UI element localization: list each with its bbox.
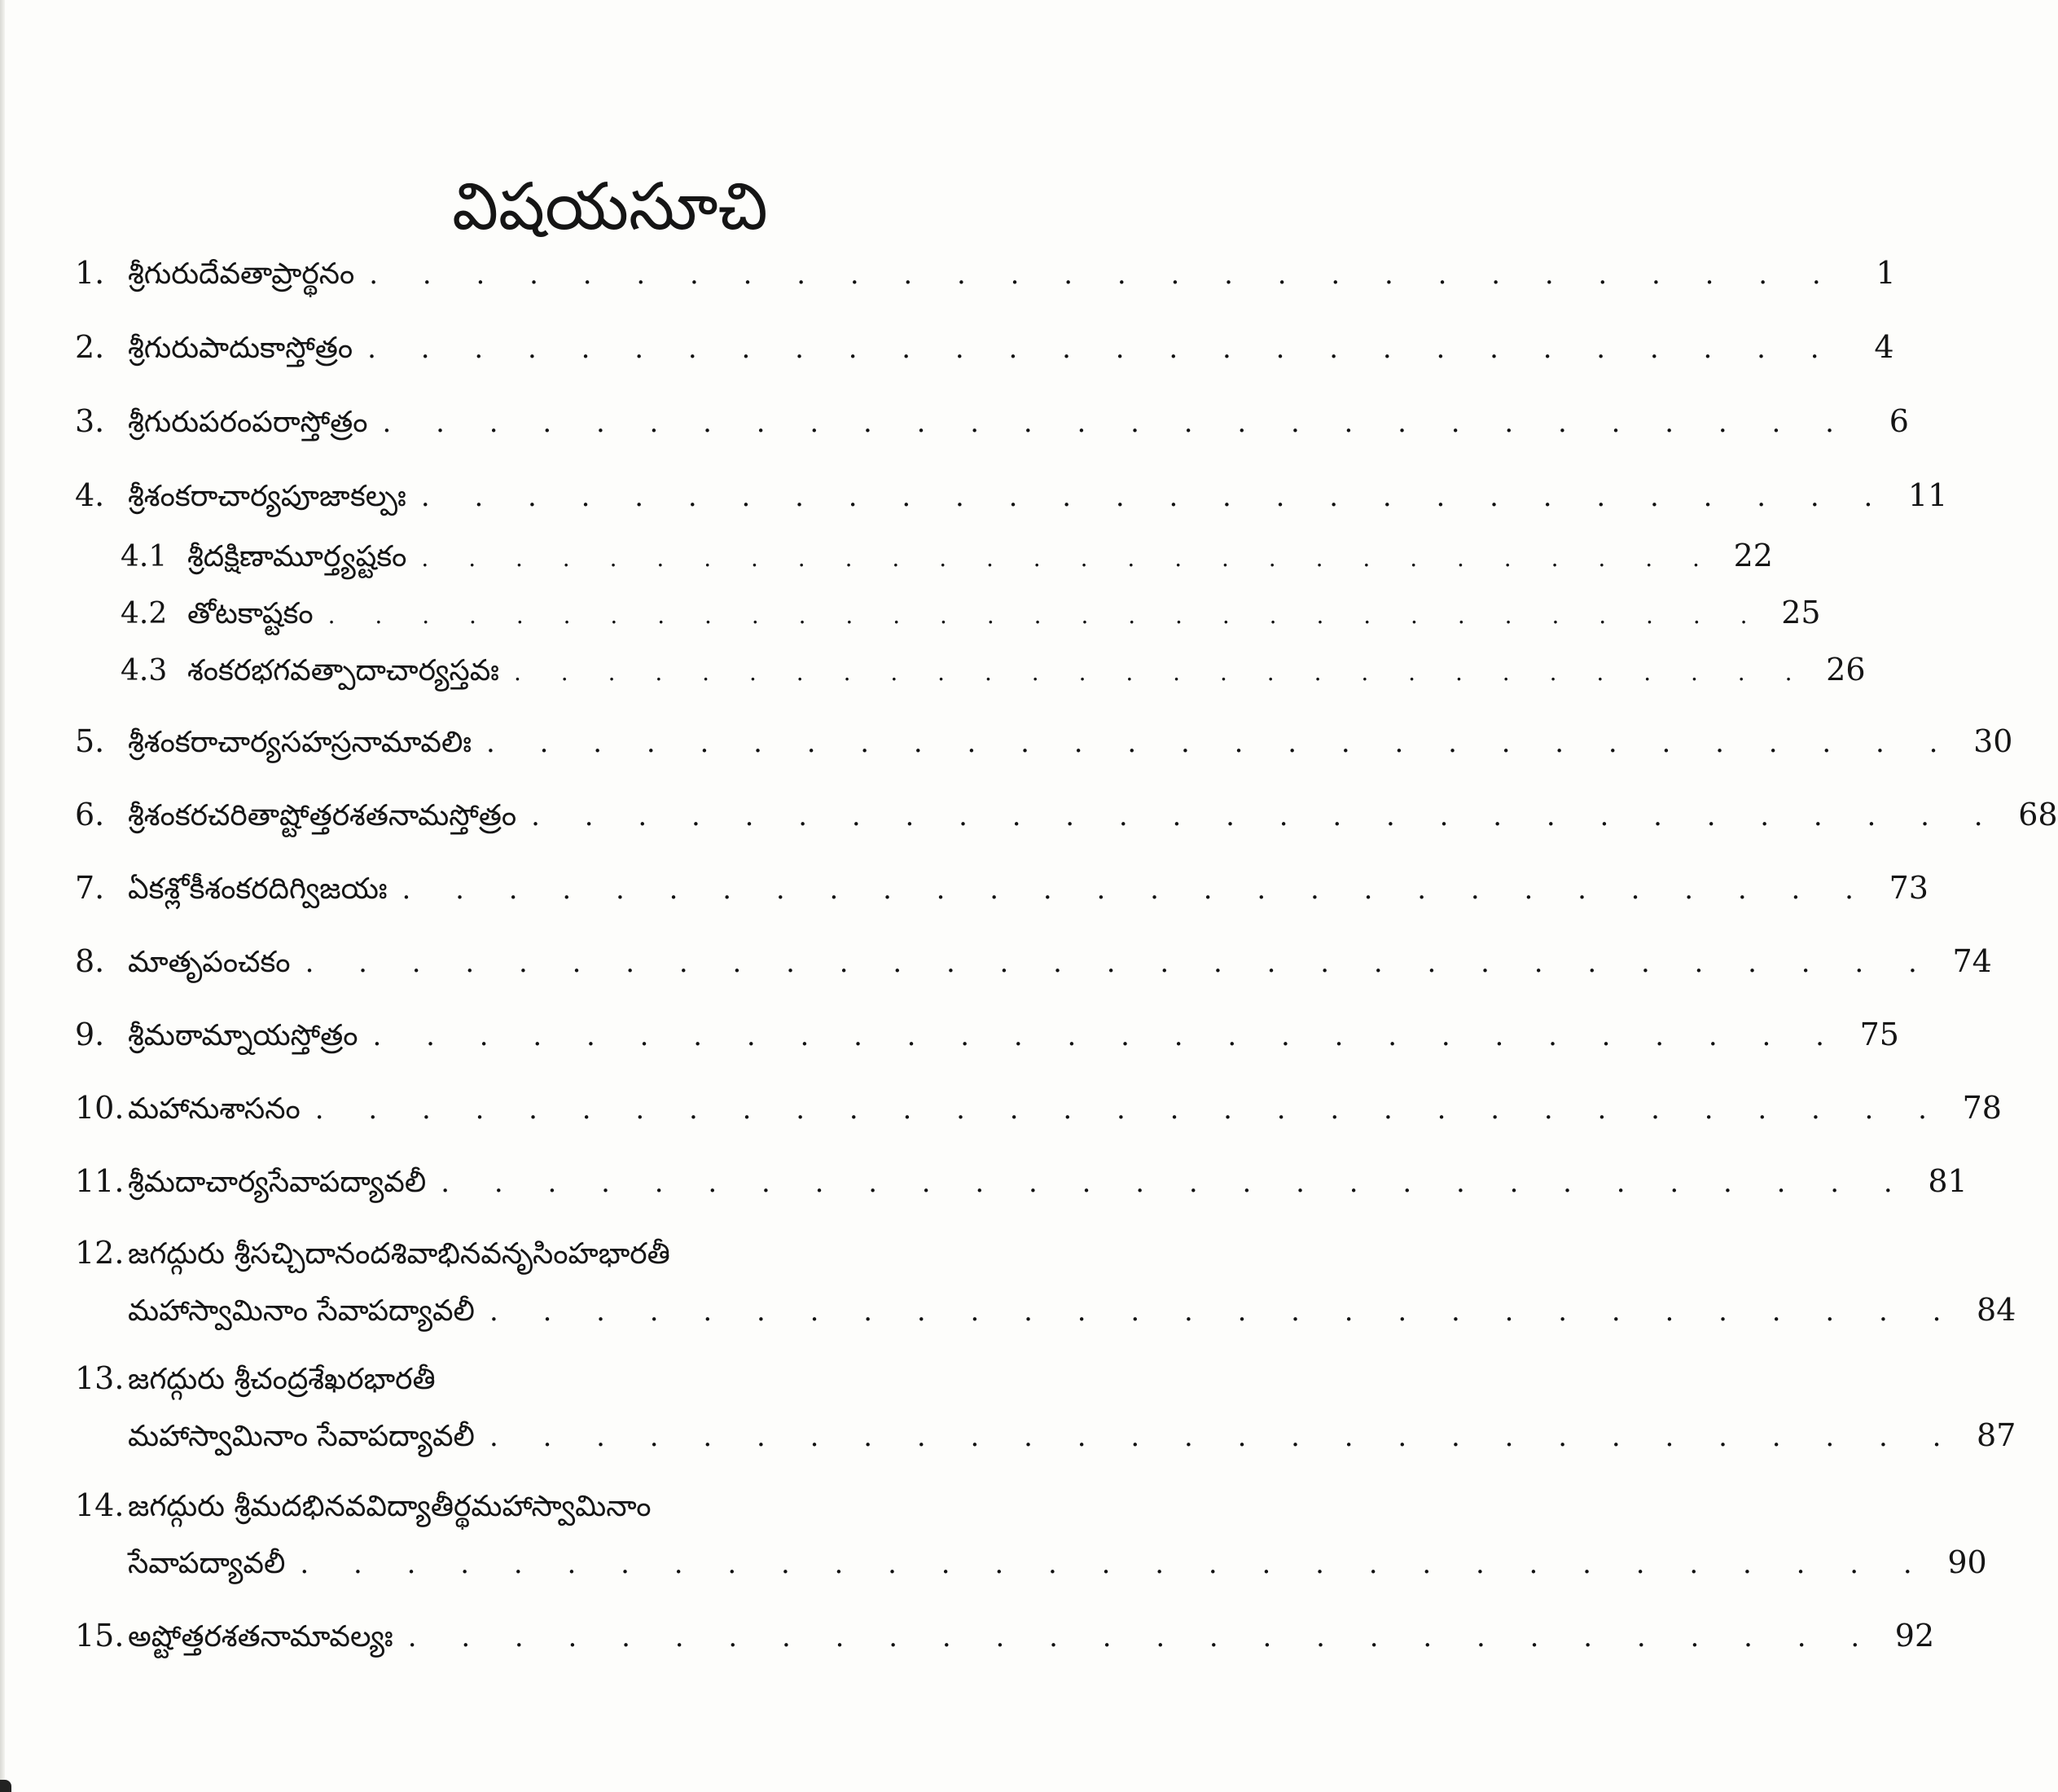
dot-leader: . . . . . . . . . . . . . . . . . . . . . . . . . . . . . . . bbox=[327, 602, 1764, 629]
entry-number: 11. bbox=[75, 1163, 125, 1199]
entry-number: 3. bbox=[75, 403, 105, 439]
toc-entry-3[interactable] bbox=[75, 397, 1909, 446]
entry-title: శ్రీశంకరాచార్యపూజాకల్పః bbox=[128, 480, 406, 513]
entry-title: శ్రీగురుదేవతాప్రార్థనం bbox=[128, 257, 355, 291]
entry-title: శ్రీదక్షిణామూర్త్యష్టకం bbox=[187, 540, 407, 573]
page-title: విషయసూచి bbox=[452, 168, 768, 244]
toc-entry-2[interactable] bbox=[75, 323, 1894, 371]
toc-entry-9[interactable] bbox=[75, 1010, 1899, 1059]
entry-page: 1 bbox=[1876, 255, 1896, 291]
dot-leader: . . . . . . . . . . . . . . . . . . . . . . . . . . . . bbox=[407, 1621, 1878, 1654]
entry-title: శ్రీశంకరచరితాష్టోత్తరశతనామస్తోత్రం bbox=[128, 799, 517, 832]
entry-title: శ్రీగురుపాదుకాస్తోత్రం bbox=[128, 332, 353, 365]
entry-number: 12. bbox=[75, 1235, 125, 1271]
entry-number: 7. bbox=[75, 870, 105, 906]
entry-page: 74 bbox=[1952, 943, 1992, 979]
toc-entry-12-line1[interactable] bbox=[75, 1228, 1048, 1277]
toc-entry-8[interactable] bbox=[75, 937, 1992, 986]
entry-page: 75 bbox=[1859, 1017, 1899, 1052]
entry-number: 10. bbox=[75, 1090, 125, 1126]
entry-number: 9. bbox=[75, 1017, 105, 1052]
dot-leader: . . . . . . . . . . . . . . . . . . . . . . . . . . . . bbox=[513, 659, 1809, 686]
entry-page: 25 bbox=[1781, 595, 1821, 630]
toc-entry-4-2[interactable] bbox=[121, 588, 1821, 637]
dot-leader: . . . . . . . . . . . . . . . . . . . . . . . . . . . . bbox=[489, 1295, 1959, 1328]
dot-leader: . . . . . . . . . . . . . . . . . . . . . . . . . . . . bbox=[382, 406, 1852, 439]
entry-title: శ్రీమఠామ్నాయస్తోత్రం bbox=[128, 1019, 358, 1052]
entry-page: 73 bbox=[1889, 870, 1929, 906]
entry-number: 4.2 bbox=[121, 597, 168, 630]
toc-entry-7[interactable] bbox=[75, 863, 1929, 912]
dot-leader: . . . . . . . . . . . . . . . . . . . . . . . . . . . . bbox=[420, 481, 1891, 513]
entry-title: జగద్గురు శ్రీసచ్చిదానందశివాభినవనృసింహభారతీ bbox=[128, 1237, 670, 1271]
entry-page: 30 bbox=[1973, 723, 2013, 759]
entry-title: మాతృపంచకం bbox=[128, 946, 291, 979]
entry-title: శ్రీశంకరాచార్యసహస్రనామావలిః bbox=[128, 726, 472, 759]
entry-page: 87 bbox=[1977, 1417, 2016, 1453]
entry-title: శ్రీగురుపరంపరాస్తోత్రం bbox=[128, 406, 368, 439]
entry-number: 6. bbox=[75, 797, 105, 832]
toc-entry-6[interactable] bbox=[75, 790, 2058, 839]
toc-entry-5[interactable] bbox=[75, 717, 2013, 766]
entry-page: 81 bbox=[1928, 1163, 1968, 1199]
toc-entry-4[interactable] bbox=[75, 471, 1948, 520]
entry-page: 22 bbox=[1733, 538, 1773, 573]
entry-page: 90 bbox=[1947, 1544, 1987, 1580]
dot-leader: . . . . . . . . . . . . . . . . . . . . . . . . . . . . bbox=[486, 727, 1956, 759]
entry-title-continued: సేవాపద్యావలీ bbox=[128, 1547, 286, 1580]
toc-entry-4-1[interactable] bbox=[121, 531, 1773, 580]
entry-number: 5. bbox=[75, 723, 105, 759]
entry-page: 11 bbox=[1907, 477, 1948, 513]
entry-page: 6 bbox=[1889, 403, 1909, 439]
dot-leader: . . . . . . . . . . . . . . . . . . . . . . . . . . . . bbox=[369, 258, 1839, 291]
dot-leader: . . . . . . . . . . . . . . . . . . . . . . . . . . . . . . . bbox=[300, 1548, 1930, 1580]
entry-page: 92 bbox=[1894, 1618, 1935, 1654]
entry-title: మహానుశాసనం bbox=[128, 1092, 301, 1126]
entry-number: 4.3 bbox=[121, 654, 168, 687]
toc-entry-13-line1[interactable] bbox=[75, 1354, 1048, 1403]
toc-entry-14-line1[interactable] bbox=[75, 1481, 1048, 1530]
entry-title: తోటకాష్టకం bbox=[187, 597, 314, 630]
dot-leader: . . . . . . . . . . . . . . . . . . . . . . . . . . . . bbox=[367, 332, 1837, 365]
toc-entry-14-line2[interactable] bbox=[128, 1538, 1987, 1587]
entry-number: 15. bbox=[75, 1618, 125, 1654]
entry-title: శంకరభగవత్పాదాచార్యస్తవః bbox=[187, 654, 499, 687]
entry-number: 8. bbox=[75, 943, 105, 979]
entry-title: జగద్గురు శ్రీచంద్రశేఖరభారతీ bbox=[128, 1363, 436, 1396]
dot-leader: . . . . . . . . . . . . . . . . . . . . . . . . . . . . bbox=[421, 545, 1716, 572]
entry-number: 4.1 bbox=[121, 540, 168, 573]
dot-leader: . . . . . . . . . . . . . . . . . . . . . . . . . . . . bbox=[402, 873, 1872, 906]
toc-entry-1[interactable] bbox=[75, 248, 1896, 297]
entry-number: 14. bbox=[75, 1487, 125, 1523]
dot-leader: . . . . . . . . . . . . . . . . . . . . . . . . . . . . . . . bbox=[305, 947, 1935, 979]
entry-page: 26 bbox=[1826, 652, 1866, 687]
entry-title-continued: మహాస్వామినాం సేవాపద్యావలీ bbox=[128, 1420, 475, 1453]
dot-leader: . . . . . . . . . . . . . . . . . . . . . . . . . . . . . . . bbox=[314, 1093, 1945, 1126]
entry-page: 4 bbox=[1874, 329, 1894, 365]
entry-title: అష్టోత్తరశతనామావల్యః bbox=[128, 1620, 393, 1654]
dot-leader: . . . . . . . . . . . . . . . . . . . . . . . . . . . . bbox=[372, 1020, 1842, 1052]
entry-title: ఏకశ్లోకీశంకరదిగ్విజయః bbox=[128, 872, 388, 906]
entry-number: 13. bbox=[75, 1360, 125, 1396]
toc-entry-15[interactable] bbox=[75, 1611, 1935, 1660]
entry-number: 4. bbox=[75, 477, 105, 513]
entry-number: 2. bbox=[75, 329, 105, 365]
toc-entry-11[interactable] bbox=[75, 1157, 1968, 1206]
entry-number: 1. bbox=[75, 255, 105, 291]
entry-page: 78 bbox=[1962, 1090, 2002, 1126]
entry-title: జగద్గురు శ్రీమదభినవవిద్యాతీర్థమహాస్వామినాం bbox=[128, 1490, 652, 1523]
toc-entry-4-3[interactable] bbox=[121, 645, 1866, 694]
entry-title: శ్రీమదాచార్యసేవాపద్యావలీ bbox=[128, 1166, 427, 1199]
entry-page: 84 bbox=[1977, 1292, 2016, 1328]
dot-leader: . . . . . . . . . . . . . . . . . . . . . . . . . . . . bbox=[531, 800, 2001, 832]
toc-entry-13-line2[interactable] bbox=[128, 1411, 2016, 1460]
toc-entry-10[interactable] bbox=[75, 1083, 2002, 1132]
page-corner-mark bbox=[0, 1780, 11, 1792]
toc-entry-12-line2[interactable] bbox=[128, 1285, 2016, 1334]
entry-page: 68 bbox=[2018, 797, 2058, 832]
entry-title-continued: మహాస్వామినాం సేవాపద్యావలీ bbox=[128, 1294, 475, 1328]
dot-leader: . . . . . . . . . . . . . . . . . . . . . . . . . . . . bbox=[441, 1166, 1911, 1199]
dot-leader: . . . . . . . . . . . . . . . . . . . . . . . . . . . . bbox=[489, 1421, 1959, 1453]
